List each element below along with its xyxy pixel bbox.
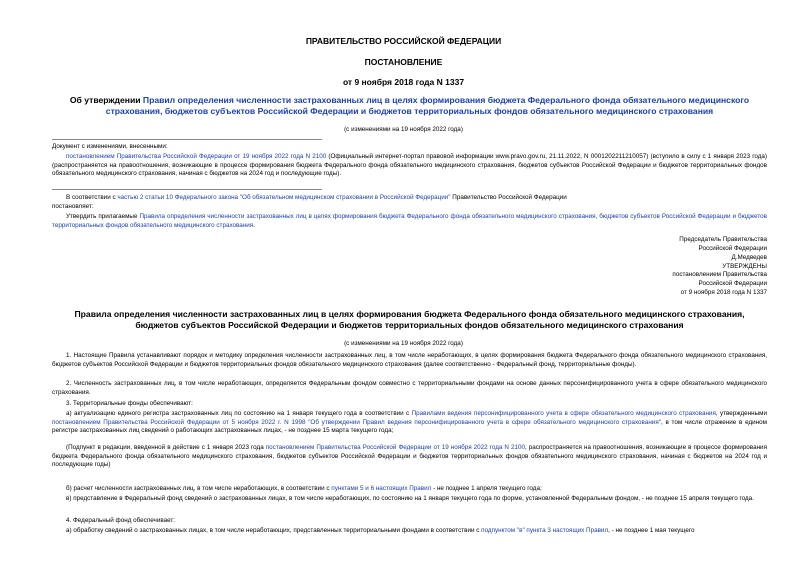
approve-paragraph — [52, 213, 767, 230]
signature-block — [672, 236, 767, 297]
p4a-pre: а) обработку сведений о застрахованных лицах, в том числе неработающих, представленных территориальными фондами в соответствии с — [66, 527, 482, 534]
rule-p4: 4. Федеральный фонд обеспечивает: — [66, 517, 176, 524]
document-kind: ПОСТАНОВЛЕНИЕ — [364, 57, 443, 67]
title-prefix: Об утверждении — [69, 95, 143, 105]
p3a-note-link[interactable]: постановлением Правительства Российской Федерации от 19 ноября 2022 года N 2100 — [265, 444, 526, 451]
rules-link[interactable]: Правила определения численности застрахованных лиц в целях формирования бюджета Федерального фонда обязательного медицинского страхования, бюджетов субъектов Российской Федерации и бюджетов территориальных фондов обязательного медицинского страхования — [52, 213, 768, 229]
rules-title: Правила определения численности застрахованных лиц в целях формирования бюджета Федерального фонда обязательного медицинского страхования, бюджетов субъектов Российской Федерации и бюджетов территориальных фондов обязательного медицинского страхования — [74, 309, 745, 330]
approved-label: УТВЕРЖДЕНЫ — [722, 262, 767, 270]
approve-pre: Утвердить прилагаемые — [66, 213, 140, 220]
amendments-text — [52, 153, 767, 179]
rule-p1: 1. Настоящие Правила устанавливают порядок и методику определения численности застрахованных лиц, в том числе неработающих, в целях формирования бюджета Федерального фонда обязательного медицинского страхования, бюджетов субъектов Российской Федерации и бюджетов территориальных фондов обязательного медицинского страхования (далее соответственно - Федеральный фонд, территориальные фонды). — [52, 352, 767, 368]
rule-p3c: в) представление в Федеральный фонд сведений о застрахованных лицах, в том числе неработающих, по состоянию на 1 января текущего года по форме, установленной Федеральным фондом, - не позднее 15 апреля текущего года. — [66, 495, 754, 502]
p3a-link-rules[interactable]: Правилами ведения персонифицированного учета в сфере обязательного медицинского страхования — [411, 410, 716, 417]
rule-p4a — [52, 527, 767, 536]
preamble-post: Правительство Российской Федерации — [450, 194, 567, 201]
amendment-link[interactable]: постановлением Правительства Российской Федерации от 19 ноября 2022 года N 2100 — [66, 153, 327, 160]
p3b-pre: б) расчет численности застрахованных лиц, в том числе неработающих, в соответствии с — [66, 485, 332, 492]
p3a-mid: , утвержденными — [715, 410, 767, 417]
amendments-intro: Документ с изменениями, внесенными: — [52, 143, 168, 150]
p3a-note-pre: (Подпункт в редакции, введенной в действие с 1 января 2023 года — [66, 444, 266, 451]
decides: постановляет: — [52, 203, 94, 210]
government-heading: ПРАВИТЕЛЬСТВО РОССИЙСКОЙ ФЕДЕРАЦИИ — [305, 36, 502, 46]
signature-line-1: Председатель Правительства — [679, 236, 767, 243]
divider-bottom — [52, 189, 322, 190]
p3b-post: - не позднее 1 апреля текущего года; — [431, 485, 542, 492]
preamble — [52, 194, 767, 203]
changes-note: (с изменениями на 19 ноября 2022 года) — [344, 126, 463, 133]
rule-p3: 3. Территориальные фонды обеспечивают: — [66, 400, 193, 407]
divider-top — [52, 139, 322, 140]
title-link[interactable]: Правил определения численности застрахованных лиц в целях формирования бюджета Федерального фонда обязательного медицинского страхования, бюджетов субъектов Российской Федерации и бюджетов территориальных фондов обязательного медицинского страхования — [105, 95, 750, 116]
document-title — [52, 95, 767, 117]
law-link[interactable]: частью 2 статьи 10 Федерального закона "Об обязательном медицинском страховании в Российской Федерации" — [117, 194, 451, 201]
rule-p3a — [52, 410, 767, 436]
rule-p3b — [52, 485, 767, 494]
p3a-link-decree[interactable]: постановлением Правительства Российской Федерации от 5 ноября 2022 г. N 1998 "Об утверждении Правил ведения персонифицированного учета в сфере обязательного медицинского страхования" — [52, 418, 661, 426]
p4a-post: , - не позднее 1 мая текущего — [608, 527, 695, 534]
p3a-post: , в том числе отражение в едином регистре застрахованных лиц сведений о работающих застрахованных лицах, - не позднее 15 марта текущего года; — [52, 418, 767, 435]
p3a-note-post: , распространяется на правоотношения, возникающие в процессе формирования бюджета Федерального фонда обязательного медицинского страхования, бюджетов субъектов Российской Федерации и бюджетов территориальных фондов обязательного медицинского страхования, начиная с бюджетов на 2024 год и последующие годы) — [52, 444, 767, 469]
p3b-link[interactable]: пунктами 5 и 6 настоящих Правил — [331, 485, 432, 492]
rule-p2: 2. Численность застрахованных лиц, в том числе неработающих, определяется Федеральным фондом совместно с территориальными фондами на основе данных персонифицированного учета в сфере обязательного медицинского страхования. — [52, 380, 767, 396]
signature-line-2: Российской Федерации — [698, 244, 767, 252]
p3a-pre: а) актуализацию единого регистра застрахованных лиц по состоянию на 1 января текущего года в соответствии с — [66, 410, 412, 417]
approved-by-2: Российской Федерации — [698, 279, 767, 287]
amendment-rest: (Официальный интернет-портал правовой информации www.pravo.gov.ru, 21.11.2022, N 0001202211210057) (вступило в силу с 1 января 2023 года) (распространяется на правоотношения, возникающие в процессе формирования бюджета Федерального фонда обязательного медицинского страхования, бюджетов субъектов Российской Федерации и бюджетов территориальных фондов обязательного медицинского страхования, начиная с бюджетов на 2024 год и последующие годы). — [52, 153, 767, 178]
approve-post: . — [253, 221, 255, 229]
rule-p3a-note — [52, 444, 767, 470]
rules-changes-note: (с изменениями на 19 ноября 2022 года) — [344, 340, 463, 347]
signature-name: Д.Медведев — [731, 254, 767, 262]
approved-date: от 9 ноября 2018 года N 1337 — [680, 288, 767, 296]
p4a-link[interactable]: подпунктом "в" пункта 3 настоящих Правил — [481, 527, 609, 534]
document-date-number: от 9 ноября 2018 года N 1337 — [342, 77, 465, 87]
approved-by-1: постановлением Правительства — [672, 271, 767, 279]
preamble-pre: В соответствии с — [66, 194, 118, 201]
